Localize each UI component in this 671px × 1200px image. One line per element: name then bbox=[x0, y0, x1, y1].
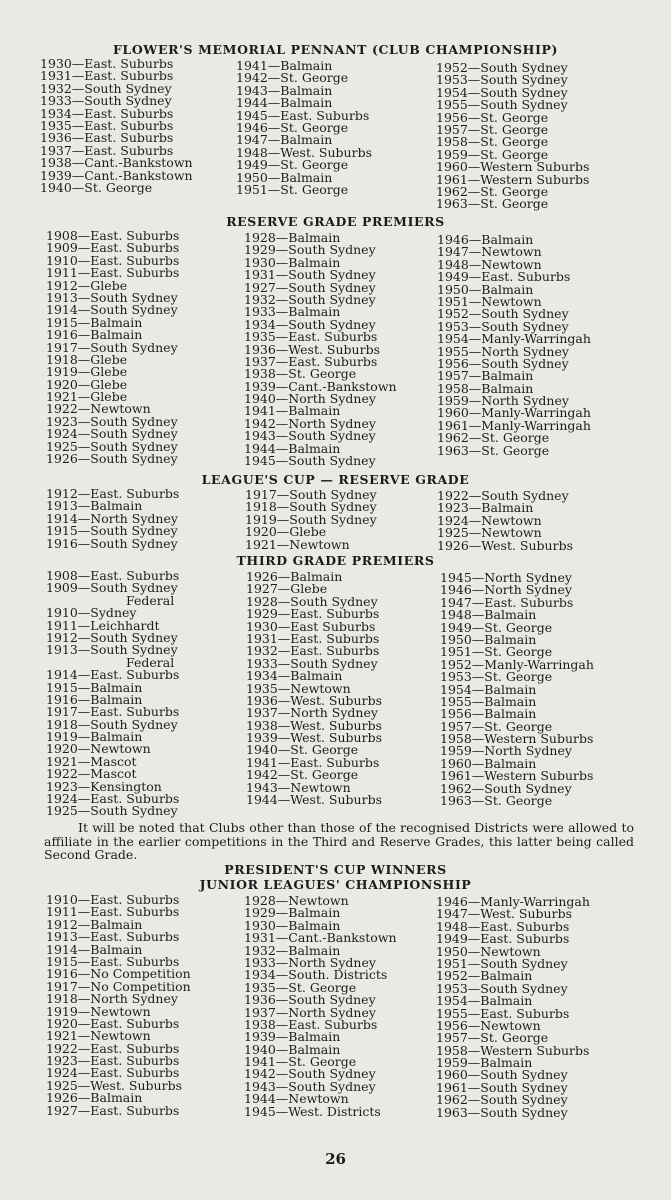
section-heading-reserve-grade: RESERVE GRADE PREMIERS bbox=[226, 214, 445, 229]
premiership-entry: 1945—South Sydney bbox=[244, 453, 376, 469]
premiership-entry: 1963—South Sydney bbox=[436, 1104, 568, 1120]
premiership-entry: 1923—South Sydney bbox=[46, 413, 178, 429]
premiership-entry: 1913—South Sydney bbox=[46, 289, 178, 305]
premiership-entry: 1913—East. Suburbs bbox=[46, 929, 180, 945]
premiership-entry: 1930—Balmain bbox=[244, 917, 341, 933]
premiership-entry: 1948—West. Suburbs bbox=[236, 144, 372, 160]
premiership-entry: 1960—Western Suburbs bbox=[436, 159, 590, 175]
premiership-entry: 1920—Newtown bbox=[46, 741, 151, 757]
premiership-entry: 1933—South Sydney bbox=[246, 655, 378, 671]
premiership-entry: 1954—South Sydney bbox=[436, 84, 568, 100]
premiership-entry: 1934—South. Districts bbox=[244, 967, 388, 983]
premiership-entry: 1940—St. George bbox=[246, 742, 359, 758]
premiership-entry: 1946—St. George bbox=[236, 119, 349, 135]
premiership-entry: 1914—South Sydney bbox=[46, 302, 178, 318]
premiership-entry: 1947—Balmain bbox=[236, 132, 333, 148]
premiership-entry: 1938—East. Suburbs bbox=[244, 1016, 378, 1032]
premiership-entry: 1910—East. Suburbs bbox=[46, 252, 180, 268]
premiership-entry: 1959—North Sydney bbox=[440, 743, 572, 759]
premiership-entry: 1913—Balmain bbox=[46, 498, 143, 514]
premiership-entry: 1960—Balmain bbox=[440, 755, 537, 771]
premiership-entry: 1936—East. Suburbs bbox=[40, 130, 174, 146]
premiership-entry: 1944—Balmain bbox=[236, 95, 333, 111]
leagues-cup-column-1 bbox=[46, 488, 179, 550]
section-heading-third-grade: THIRD GRADE PREMIERS bbox=[236, 553, 435, 568]
premiership-entry: 1951—St. George bbox=[236, 181, 349, 197]
premiership-entry: 1956—Newtown bbox=[436, 1017, 541, 1033]
premiership-entry: 1924—East. Suburbs bbox=[46, 791, 180, 807]
premiership-entry: 1959—St. George bbox=[436, 146, 549, 162]
note-text: It will be noted that Clubs other than those of the recognised Districts were allowed to affiliate in the earlier competitions in the Third and Reserve Grades, this latter being called Second Grade. bbox=[44, 820, 634, 862]
premiership-entry: 1955—Balmain bbox=[440, 693, 537, 709]
premiership-entry: 1929—South Sydney bbox=[244, 242, 376, 258]
premiership-entry: 1925—Newtown bbox=[437, 525, 542, 541]
premiership-entry: 1937—East. Suburbs bbox=[244, 353, 378, 369]
premiership-entry: 1939—Cant.-Bankstown bbox=[40, 167, 193, 183]
premiership-entry: 1936—West. Suburbs bbox=[246, 692, 382, 708]
premiership-entry: 1914—North Sydney bbox=[46, 510, 178, 526]
premiership-entry: 1939—West. Suburbs bbox=[246, 730, 382, 746]
premiership-entry: 1936—South Sydney bbox=[244, 992, 376, 1008]
premiership-entry: 1943—Balmain bbox=[236, 82, 333, 98]
third-column-3 bbox=[440, 572, 594, 807]
premiership-entry: 1927—Glebe bbox=[246, 581, 328, 597]
flowers-column-1 bbox=[40, 58, 193, 194]
premiership-entry: 1922—South Sydney bbox=[437, 488, 569, 503]
premiership-entry: 1940—St. George bbox=[40, 179, 153, 195]
premiership-entry: 1949—St. George bbox=[236, 157, 349, 173]
premiership-entry: 1957—St. George bbox=[436, 121, 549, 137]
premiership-entry: 1963—St. George bbox=[436, 196, 549, 212]
premiership-entry: 1937—East. Suburbs bbox=[40, 142, 174, 158]
premiership-entry: 1942—St. George bbox=[246, 767, 359, 783]
premiership-entry: 1944—Balmain bbox=[244, 440, 341, 456]
premiership-entry: 1936—West. Suburbs bbox=[244, 341, 380, 357]
premiership-entry: 1960—Manly-Warringah bbox=[437, 405, 591, 421]
premiership-entry: 1935—East. Suburbs bbox=[244, 329, 378, 345]
premiership-entry: 1940—Balmain bbox=[244, 1041, 341, 1057]
premiership-entry: 1945—North Sydney bbox=[440, 570, 572, 585]
premiership-entry: 1910—Sydney bbox=[46, 605, 137, 621]
premiership-entry: 1955—East. Suburbs bbox=[436, 1005, 570, 1021]
premiership-entry: 1922—East. Suburbs bbox=[46, 1040, 180, 1056]
premiership-entry: 1933—South Sydney bbox=[40, 93, 172, 109]
premiership-entry: 1917—South Sydney bbox=[245, 487, 377, 502]
presidents-column-1 bbox=[46, 894, 191, 1117]
premiership-entry: 1914—East. Suburbs bbox=[46, 667, 180, 683]
premiership-entry: 1945—West. Districts bbox=[244, 1103, 381, 1119]
premiership-entry: 1963—St. George bbox=[437, 442, 550, 458]
premiership-entry: 1940—North Sydney bbox=[244, 391, 376, 407]
premiership-entry: 1916—No Competition bbox=[46, 966, 191, 982]
premiership-entry: 1928—Balmain bbox=[244, 230, 341, 245]
premiership-entry: 1915—Balmain bbox=[46, 679, 143, 695]
premiership-entry: 1943—South Sydney bbox=[244, 428, 376, 444]
premiership-entry: 1925—South Sydney bbox=[46, 438, 178, 454]
premiership-entry: 1919—South Sydney bbox=[245, 511, 377, 527]
premiership-entry: 1961—Western Suburbs bbox=[440, 768, 594, 784]
premiership-entry: 1911—East. Suburbs bbox=[46, 904, 180, 920]
premiership-entry: 1961—South Sydney bbox=[436, 1079, 568, 1095]
premiership-entry: 1929—East. Suburbs bbox=[246, 606, 380, 622]
premiership-entry: 1921—Mascot bbox=[46, 753, 137, 769]
premiership-entry: 1912—Glebe bbox=[46, 277, 128, 293]
premiership-entry: 1959—Balmain bbox=[436, 1055, 533, 1071]
premiership-entry: 1961—Manly-Warringah bbox=[437, 417, 591, 433]
premiership-entry: 1939—Cant.-Bankstown bbox=[244, 378, 397, 394]
premiership-entry: 1926—Balmain bbox=[246, 569, 343, 584]
premiership-entry: 1930—Balmain bbox=[244, 254, 341, 270]
premiership-entry: 1958—Western Suburbs bbox=[436, 1042, 590, 1058]
presidents-column-3 bbox=[436, 896, 590, 1119]
premiership-entry: 1934—East. Suburbs bbox=[40, 105, 174, 121]
premiership-entry: 1948—East. Suburbs bbox=[436, 918, 570, 934]
premiership-entry: 1948—Newtown bbox=[437, 256, 542, 272]
premiership-entry: 1932—South Sydney bbox=[244, 291, 376, 307]
flowers-column-2 bbox=[236, 60, 372, 196]
presidents-column-2 bbox=[244, 895, 397, 1118]
premiership-entry: 1955—North Sydney bbox=[437, 343, 569, 359]
premiership-entry: 1937—North Sydney bbox=[246, 705, 378, 721]
premiership-entry: 1954—Balmain bbox=[436, 993, 533, 1009]
premiership-entry: 1919—Balmain bbox=[46, 729, 143, 745]
premiership-entry: 1928—South Sydney bbox=[246, 593, 378, 609]
section-subheading-junior-leagues: JUNIOR LEAGUES' CHAMPIONSHIP bbox=[199, 877, 472, 892]
premiership-entry: 1918—South Sydney bbox=[46, 716, 178, 732]
premiership-entry: 1931—South Sydney bbox=[244, 267, 376, 283]
premiership-entry: 1949—East. Suburbs bbox=[436, 931, 570, 947]
premiership-entry: 1934—Balmain bbox=[246, 668, 343, 684]
premiership-entry: 1933—Balmain bbox=[244, 304, 341, 320]
reserve-column-2 bbox=[244, 232, 397, 467]
premiership-entry: 1951—St. George bbox=[440, 644, 553, 660]
premiership-entry: 1951—South Sydney bbox=[436, 955, 568, 971]
premiership-entry: 1935—East. Suburbs bbox=[40, 117, 174, 133]
section-heading-leagues-cup: LEAGUE'S CUP — RESERVE GRADE bbox=[201, 472, 470, 487]
premiership-entry: 1932—Balmain bbox=[244, 942, 341, 958]
premiership-entry: 1962—St. George bbox=[436, 183, 549, 199]
premiership-entry: 1947—Newtown bbox=[437, 244, 542, 260]
premiership-entry: 1910—East. Suburbs bbox=[46, 892, 180, 907]
premiership-entry: 1939—Balmain bbox=[244, 1029, 341, 1045]
premiership-entry: 1916—South Sydney bbox=[46, 535, 178, 551]
premiership-entry: 1962—St. George bbox=[437, 430, 550, 446]
premiership-entry: 1924—East. Suburbs bbox=[46, 1065, 180, 1081]
premiership-entry: 1950—Balmain bbox=[236, 169, 333, 185]
page-number: 26 bbox=[325, 1150, 346, 1168]
premiership-entry: 1953—South Sydney bbox=[437, 318, 569, 334]
premiership-entry: 1920—Glebe bbox=[245, 524, 327, 540]
premiership-entry: 1951—Newtown bbox=[437, 293, 542, 309]
premiership-entry: 1927—South Sydney bbox=[244, 279, 376, 295]
premiership-entry: 1947—East. Suburbs bbox=[440, 594, 574, 610]
premiership-entry: 1959—North Sydney bbox=[437, 393, 569, 409]
premiership-entry: 1925—South Sydney bbox=[46, 803, 178, 819]
premiership-entry: 1938—Cant.-Bankstown bbox=[40, 155, 193, 171]
premiership-entry: 1953—St. George bbox=[440, 669, 553, 685]
premiership-entry: 1915—South Sydney bbox=[46, 523, 178, 539]
premiership-entry: 1924—Newtown bbox=[437, 512, 542, 528]
premiership-entry: 1930—East. Suburbs bbox=[40, 56, 174, 71]
premiership-entry: Federal bbox=[126, 592, 175, 608]
premiership-entry: 1927—East. Suburbs bbox=[46, 1102, 180, 1118]
premiership-entry: 1934—South Sydney bbox=[244, 316, 376, 332]
premiership-entry: 1918—South Sydney bbox=[245, 499, 377, 515]
premiership-entry: 1926—South Sydney bbox=[46, 451, 178, 467]
premiership-entry: 1958—Balmain bbox=[437, 380, 534, 396]
premiership-entry: 1952—South Sydney bbox=[437, 306, 569, 322]
premiership-entry: 1908—East. Suburbs bbox=[46, 228, 180, 243]
premiership-entry: 1920—East. Suburbs bbox=[46, 1015, 180, 1031]
premiership-entry: 1949—St. George bbox=[440, 619, 553, 635]
premiership-entry: 1919—Newtown bbox=[46, 1003, 151, 1019]
premiership-entry: 1926—Balmain bbox=[46, 1090, 143, 1106]
premiership-entry: 1911—Leichhardt bbox=[46, 617, 160, 633]
premiership-entry: 1922—Newtown bbox=[46, 401, 151, 417]
premiership-entry: 1928—Newtown bbox=[244, 893, 349, 908]
premiership-entry: 1944—Newtown bbox=[244, 1091, 349, 1107]
premiership-entry: 1915—Balmain bbox=[46, 314, 143, 330]
premiership-entry: 1956—St. George bbox=[436, 109, 549, 125]
premiership-entry: 1952—Manly-Warringah bbox=[440, 656, 594, 672]
premiership-entry: 1950—Newtown bbox=[436, 943, 541, 959]
premiership-entry: 1952—Balmain bbox=[436, 968, 533, 984]
premiership-entry: 1908—East. Suburbs bbox=[46, 568, 180, 583]
premiership-entry: 1954—Manly-Warringah bbox=[437, 331, 591, 347]
premiership-entry: Federal bbox=[126, 654, 175, 670]
premiership-entry: 1912—Balmain bbox=[46, 916, 143, 932]
premiership-entry: 1909—East. Suburbs bbox=[46, 240, 180, 256]
premiership-entry: 1916—Balmain bbox=[46, 691, 143, 707]
premiership-entry: 1917—East. Suburbs bbox=[46, 704, 180, 720]
premiership-entry: 1938—St. George bbox=[244, 366, 357, 382]
premiership-entry: 1935—Newtown bbox=[246, 680, 351, 696]
premiership-entry: 1950—Balmain bbox=[440, 631, 537, 647]
section-heading-presidents-cup: PRESIDENT'S CUP WINNERS bbox=[224, 862, 447, 877]
premiership-entry: 1952—South Sydney bbox=[436, 60, 568, 75]
premiership-entry: 1921—Newtown bbox=[46, 1028, 151, 1044]
premiership-entry: 1913—South Sydney bbox=[46, 642, 178, 658]
premiership-entry: 1926—West. Suburbs bbox=[437, 537, 573, 553]
premiership-entry: 1914—Balmain bbox=[46, 941, 143, 957]
premiership-entry: 1953—South Sydney bbox=[436, 980, 568, 996]
premiership-entry: 1932—South Sydney bbox=[40, 80, 172, 96]
premiership-entry: 1921—Newtown bbox=[245, 536, 350, 552]
premiership-entry: 1920—Glebe bbox=[46, 376, 128, 392]
premiership-entry: 1956—South Sydney bbox=[437, 355, 569, 371]
premiership-entry: 1941—East. Suburbs bbox=[246, 754, 380, 770]
premiership-entry: 1946—Balmain bbox=[437, 232, 534, 247]
premiership-entry: 1945—East. Suburbs bbox=[236, 107, 370, 123]
premiership-entry: 1921—Glebe bbox=[46, 389, 128, 405]
premiership-entry: 1912—East. Suburbs bbox=[46, 486, 180, 501]
premiership-entry: 1929—Balmain bbox=[244, 905, 341, 921]
premiership-entry: 1962—South Sydney bbox=[436, 1092, 568, 1108]
premiership-entry: 1954—Balmain bbox=[440, 681, 537, 697]
premiership-entry: 1958—St. George bbox=[436, 134, 549, 150]
premiership-entry: 1961—Western Suburbs bbox=[436, 171, 590, 187]
premiership-entry: 1941—St. George bbox=[244, 1054, 357, 1070]
premiership-entry: 1955—South Sydney bbox=[436, 97, 568, 113]
premiership-entry: 1942—North Sydney bbox=[244, 415, 376, 431]
premiership-entry: 1933—North Sydney bbox=[244, 954, 376, 970]
reserve-column-3 bbox=[437, 234, 591, 457]
premiership-entry: 1953—South Sydney bbox=[436, 72, 568, 88]
premiership-entry: 1960—South Sydney bbox=[436, 1067, 568, 1083]
premiership-entry: 1963—St. George bbox=[440, 793, 553, 809]
reserve-column-1 bbox=[46, 230, 179, 465]
premiership-entry: 1958—Western Suburbs bbox=[440, 731, 594, 747]
leagues-cup-column-3 bbox=[437, 490, 573, 552]
premiership-entry: 1930—East Suburbs bbox=[246, 618, 376, 634]
premiership-entry: 1943—South Sydney bbox=[244, 1078, 376, 1094]
premiership-entry: 1923—East. Suburbs bbox=[46, 1053, 180, 1069]
premiership-entry: 1918—North Sydney bbox=[46, 991, 178, 1007]
leagues-cup-column-2 bbox=[245, 489, 377, 551]
premiership-entry: 1931—Cant.-Bankstown bbox=[244, 930, 397, 946]
premiership-entry: 1938—West. Suburbs bbox=[246, 717, 382, 733]
premiership-entry: 1917—No Competition bbox=[46, 978, 191, 994]
premiership-entry: 1941—Balmain bbox=[244, 403, 341, 419]
premiership-entry: 1948—Balmain bbox=[440, 607, 537, 623]
flowers-column-3 bbox=[436, 62, 589, 211]
premiership-entry: 1942—South Sydney bbox=[244, 1066, 376, 1082]
third-column-2 bbox=[246, 571, 382, 806]
premiership-entry: 1947—West. Suburbs bbox=[436, 906, 572, 922]
premiership-entry: 1917—South Sydney bbox=[46, 339, 178, 355]
premiership-entry: 1942—St. George bbox=[236, 70, 349, 86]
premiership-entry: 1915—East. Suburbs bbox=[46, 953, 180, 969]
third-column-1 bbox=[46, 570, 179, 818]
section-heading-flowers-pennant: FLOWER'S MEMORIAL PENNANT (CLUB CHAMPIONSHIP) bbox=[112, 42, 559, 57]
premiership-entry: 1912—South Sydney bbox=[46, 629, 178, 645]
premiership-entry: 1922—Mascot bbox=[46, 766, 137, 782]
premiership-entry: 1911—East. Suburbs bbox=[46, 265, 180, 281]
premiership-entry: 1931—East. Suburbs bbox=[246, 630, 380, 646]
premiership-entry: 1916—Balmain bbox=[46, 327, 143, 343]
premiership-entry: 1949—East. Suburbs bbox=[437, 269, 571, 285]
affiliation-note bbox=[44, 821, 634, 862]
premiership-entry: 1925—West. Suburbs bbox=[46, 1077, 182, 1093]
premiership-entry: 1923—Kensington bbox=[46, 778, 162, 794]
premiership-entry: 1919—Glebe bbox=[46, 364, 128, 380]
premiership-entry: 1909—South Sydney bbox=[46, 580, 178, 596]
premiership-entry: 1918—Glebe bbox=[46, 351, 128, 367]
premiership-entry: 1944—West. Suburbs bbox=[246, 792, 382, 808]
premiership-entry: 1946—Manly-Warringah bbox=[436, 894, 590, 909]
premiership-entry: 1932—East. Suburbs bbox=[246, 643, 380, 659]
premiership-entry: 1941—Balmain bbox=[236, 58, 333, 73]
premiership-entry: 1962—South Sydney bbox=[440, 780, 572, 796]
premiership-entry: 1957—Balmain bbox=[437, 368, 534, 384]
premiership-entry: 1956—Balmain bbox=[440, 706, 537, 722]
premiership-entry: 1950—Balmain bbox=[437, 281, 534, 297]
premiership-entry: 1946—North Sydney bbox=[440, 582, 572, 598]
premiership-entry: 1943—Newtown bbox=[246, 779, 351, 795]
premiership-entry: 1931—East. Suburbs bbox=[40, 68, 174, 84]
premiership-entry: 1957—St. George bbox=[436, 1030, 549, 1046]
premiership-entry: 1923—Balmain bbox=[437, 500, 534, 516]
premiership-entry: 1935—St. George bbox=[244, 979, 357, 995]
premiership-entry: 1924—South Sydney bbox=[46, 426, 178, 442]
premiership-entry: 1937—North Sydney bbox=[244, 1004, 376, 1020]
premiership-entry: 1957—St. George bbox=[440, 718, 553, 734]
